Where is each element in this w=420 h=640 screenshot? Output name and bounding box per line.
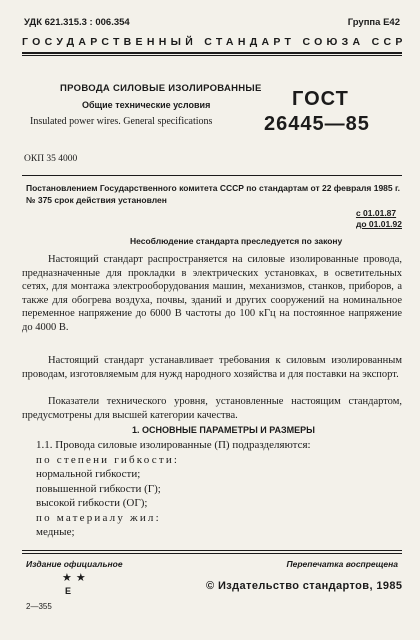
clause-1-1 (36, 438, 311, 540)
okp-rule (22, 175, 402, 176)
gost-label: ГОСТ (292, 88, 349, 110)
header-rule-thin (22, 55, 402, 56)
paragraph-scope-text: Настоящий стандарт распространяется на силовые изолированные провода, предназначенные для прокладки в электрических установках, в осветительных сетях, для монтажа электрооборудования машин, механизмов, станков, приборов, а также для обогрева воздуха, почвы, зданий и других сооружений на номинальное переменное напряжение до 6000 В частоты до 100 кГц на постоянное напряжение до 4000 В. (22, 254, 402, 333)
paragraph-scope (22, 253, 402, 335)
group-code: Группа Е42 (347, 17, 400, 28)
document-title-ru: ПРОВОДА СИЛОВЫЕ ИЗОЛИРОВАННЫЕ (60, 83, 262, 94)
legal-warning: Несоблюдение стандарта преследуется по закону (130, 236, 343, 246)
document-subtitle-ru: Общие технические условия (82, 100, 211, 110)
header-rule-thick (22, 52, 402, 54)
paragraph-quality-text: Показатели технического уровня, установленные настоящим стандартом, предусмотрены для высшей категории качества. (22, 396, 402, 421)
document-title-en: Insulated power wires. General specifications (30, 116, 213, 127)
stars-icon: ★★ (62, 572, 90, 584)
udc-code: УДК 621.315.3 : 006.354 (24, 17, 130, 28)
clause-by-flexibility: по степени гибкости: (36, 453, 180, 466)
paragraph-quality (22, 395, 402, 422)
reprint-prohibited-label: Перепечатка воспрещена (286, 559, 398, 569)
gost-number: 26445—85 (264, 113, 370, 135)
section-title: 1. ОСНОВНЫЕ ПАРАМЕТРЫ И РАЗМЕРЫ (132, 425, 315, 435)
clause-normal-flex: нормальной гибкости; (36, 468, 141, 480)
okp-code: ОКП 35 4000 (24, 154, 78, 164)
state-standard-banner: ГОСУДАРСТВЕННЫЙ СТАНДАРТ СОЮЗА ССР (22, 36, 407, 48)
copyright-notice: © Издательство стандартов, 1985 (206, 580, 403, 592)
paragraph-requirements-text: Настоящий стандарт устанавливает требования к силовым изолированным проводам, изготовляемым для нужд народного хозяйства и для поставки на экспорт. (22, 355, 402, 380)
clause-lead: 1.1. Провода силовые изолированные (П) подразделяются: (36, 439, 311, 451)
footer-rule-top (22, 550, 402, 551)
mark-e: Е (65, 586, 72, 596)
clause-high-flex: высокой гибкости (ОГ); (36, 497, 148, 509)
page-number: 2—355 (26, 602, 52, 611)
clause-by-material: по материалу жил: (36, 511, 161, 524)
clause-increased-flex: повышенной гибкости (Г); (36, 482, 161, 495)
official-edition-label: Издание официальное (26, 559, 123, 569)
decree-text: Постановлением Государственного комитета СССР по стандартам от 22 февраля 1985 г. № 375 срок действия установлен (26, 183, 401, 205)
clause-copper: медные; (36, 526, 75, 538)
validity-to: до 01.01.92 (355, 219, 402, 229)
validity-period (356, 208, 402, 230)
paragraph-requirements (22, 354, 402, 381)
footer-rule-bottom (22, 553, 402, 554)
validity-from: с 01.01.87 (355, 208, 397, 218)
